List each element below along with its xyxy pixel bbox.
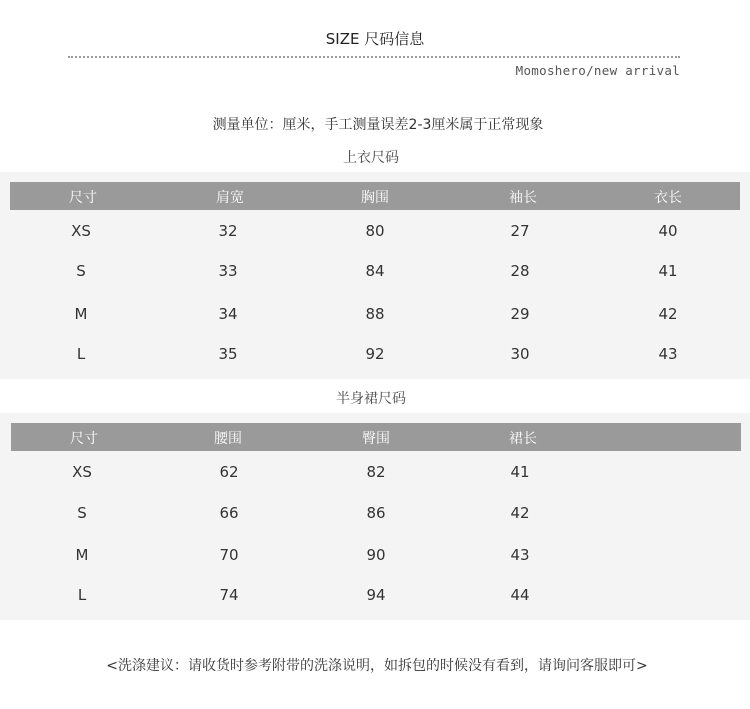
header-cell: 袖长: [509, 190, 537, 206]
page-title: SIZE 尺码信息: [325, 30, 425, 48]
sleeve-cell: 27: [510, 222, 530, 240]
top-size-table: [0, 172, 750, 379]
waist-cell: 70: [219, 546, 239, 564]
sleeve-cell: 28: [510, 262, 530, 280]
skirt-length-cell: 44: [510, 586, 530, 604]
skirt-length-cell: 41: [510, 463, 530, 481]
header-cell: 衣长: [654, 190, 682, 206]
brand-line: Momoshero/new arrival: [515, 63, 680, 78]
length-cell: 41: [658, 262, 678, 280]
waist-cell: 62: [219, 463, 239, 481]
skirt-size-table: [0, 413, 750, 620]
hip-cell: 86: [366, 504, 386, 522]
waist-cell: 66: [219, 504, 239, 522]
chest-cell: 80: [365, 222, 385, 240]
measure-note: 测量单位：厘米，手工测量误差2-3厘米属于正常现象: [212, 117, 544, 133]
shoulder-cell: 32: [218, 222, 238, 240]
size-cell: L: [77, 586, 87, 604]
header-cell: 裙长: [509, 431, 537, 447]
hip-cell: 90: [366, 546, 386, 564]
length-cell: 43: [658, 345, 678, 363]
size-cell: M: [74, 305, 88, 323]
dotted-divider: [68, 56, 680, 58]
chest-cell: 84: [365, 262, 385, 280]
shoulder-cell: 33: [218, 262, 238, 280]
shoulder-cell: 35: [218, 345, 238, 363]
size-cell: XS: [71, 222, 91, 240]
top-table-header: [10, 182, 740, 210]
header-cell: 尺寸: [69, 190, 97, 206]
length-cell: 40: [658, 222, 678, 240]
chest-cell: 88: [365, 305, 385, 323]
care-note: <洗涤建议：请收货时参考附带的洗涤说明，如拆包的时候没有看到，请询问客服即可>: [106, 658, 648, 674]
size-cell: XS: [72, 463, 92, 481]
header-cell: 肩宽: [216, 190, 244, 206]
header-cell: 胸围: [361, 190, 389, 206]
sleeve-cell: 30: [510, 345, 530, 363]
header-cell: 尺寸: [70, 431, 98, 447]
skirt-length-cell: 43: [510, 546, 530, 564]
header-cell: 臀围: [362, 431, 390, 447]
hip-cell: 94: [366, 586, 386, 604]
top-table-title: 上衣尺码: [343, 150, 399, 166]
shoulder-cell: 34: [218, 305, 238, 323]
size-cell: S: [76, 262, 86, 280]
sleeve-cell: 29: [510, 305, 530, 323]
size-cell: M: [75, 546, 89, 564]
skirt-table-header: [11, 423, 741, 451]
size-cell: S: [77, 504, 87, 522]
skirt-length-cell: 42: [510, 504, 530, 522]
waist-cell: 74: [219, 586, 239, 604]
length-cell: 42: [658, 305, 678, 323]
hip-cell: 82: [366, 463, 386, 481]
skirt-table-title: 半身裙尺码: [336, 391, 406, 407]
size-cell: L: [76, 345, 86, 363]
header-cell: 腰围: [214, 431, 242, 447]
chest-cell: 92: [365, 345, 385, 363]
